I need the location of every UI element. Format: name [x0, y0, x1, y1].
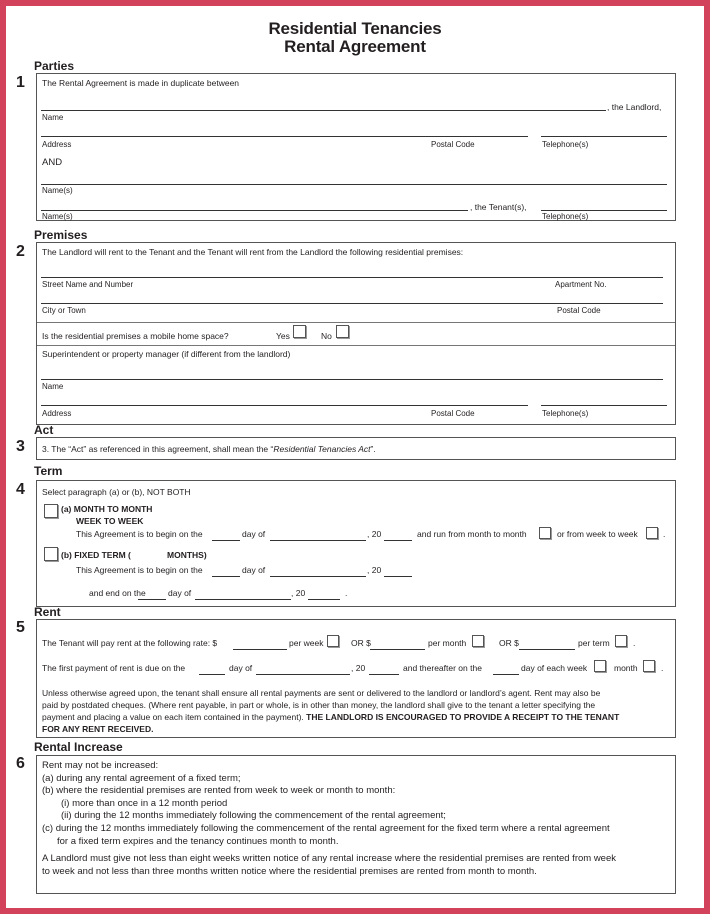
- yes-label: Yes: [276, 331, 290, 341]
- end-day-field[interactable]: [138, 599, 166, 600]
- premises-heading: Premises: [34, 228, 88, 242]
- increase-line: (c) during the 12 months immediately following the commencement of the rental agreement for the fixed term where a rental agreement: [42, 822, 610, 834]
- apartment-label: Apartment No.: [555, 280, 607, 289]
- increase-line: (b) where the residential premises are rented from week to week or month to month:: [42, 785, 396, 797]
- end-on-text: and end on the: [89, 588, 146, 598]
- mobile-yes-checkbox[interactable]: [293, 325, 306, 338]
- rental-increase-heading: Rental Increase: [34, 740, 123, 754]
- tenant-suffix: , the Tenant(s),: [470, 202, 527, 212]
- parties-heading: Parties: [34, 59, 75, 73]
- first-payment-year-field[interactable]: [369, 674, 399, 675]
- end-twenty-text: , 20: [291, 588, 306, 598]
- fixed-term-checkbox[interactable]: [44, 547, 58, 561]
- thereafter-day-field[interactable]: [493, 674, 519, 675]
- parties-intro: The Rental Agreement is made in duplicate between: [42, 78, 240, 88]
- month-to-month-run-checkbox[interactable]: [539, 527, 551, 539]
- end-month-field[interactable]: [195, 599, 291, 600]
- increase-line: A Landlord must give not less than eight weeks written notice of any rental increase where the residential premises are rented from week: [42, 853, 616, 865]
- section-number-4: 4: [16, 481, 25, 498]
- day-each-week-text: day of each week: [521, 663, 588, 673]
- superintendent-address-field[interactable]: [41, 405, 528, 406]
- first-day-of-text: day of: [229, 663, 253, 673]
- or-week-text: or from week to week: [557, 529, 638, 539]
- superintendent-postal-label: Postal Code: [431, 409, 475, 418]
- rate-period: .: [633, 638, 636, 648]
- begin-month-field-a[interactable]: [270, 540, 366, 541]
- landlord-suffix: , the Landlord,: [607, 102, 662, 112]
- superintendent-name-field[interactable]: [41, 379, 663, 380]
- tenant-names-field-1[interactable]: [41, 184, 667, 185]
- month-text: month: [614, 663, 638, 673]
- increase-line: (i) more than once in a 12 month period: [61, 797, 228, 809]
- rent-month-amount-field[interactable]: [370, 649, 425, 650]
- rent-paragraph: [42, 687, 672, 735]
- week-to-week-label: WEEK TO WEEK: [76, 516, 144, 526]
- rental-increase-box: [36, 755, 676, 894]
- first-period: .: [661, 663, 664, 673]
- landlord-phone-field[interactable]: [541, 136, 667, 137]
- street-label: Street Name and Number: [42, 280, 134, 289]
- begin-month-field-b[interactable]: [270, 576, 366, 577]
- landlord-address-field[interactable]: [41, 136, 528, 137]
- each-month-checkbox[interactable]: [643, 660, 655, 672]
- section-number-6: 6: [16, 755, 25, 772]
- rent-week-amount-field[interactable]: [233, 649, 287, 650]
- thereafter-text: and thereafter on the: [403, 663, 482, 673]
- or-text-1: OR $: [351, 638, 371, 648]
- per-week-checkbox[interactable]: [327, 635, 339, 647]
- begin-text-b: This Agreement is to begin on the: [76, 565, 203, 575]
- increase-line: to week and not less than three months written notice where the residential premises are rented from month to month.: [42, 865, 537, 877]
- form-title-line1: Residential Tenancies: [268, 19, 442, 38]
- period: .: [663, 529, 666, 539]
- per-term-text: per term: [578, 638, 610, 648]
- end-day-of-text: day of: [168, 588, 192, 598]
- per-term-checkbox[interactable]: [615, 635, 627, 647]
- landlord-phone-label: Telephone(s): [542, 140, 589, 149]
- first-payment-day-field[interactable]: [199, 674, 225, 675]
- begin-day-field-a[interactable]: [212, 540, 240, 541]
- run-text: and run from month to month: [417, 529, 527, 539]
- superintendent-phone-label: Telephone(s): [542, 409, 589, 418]
- rent-rate-text: The Tenant will pay rent at the following rate: $: [42, 638, 218, 648]
- twenty-text-a: , 20: [367, 529, 382, 539]
- section-number-2: 2: [16, 243, 25, 260]
- first-twenty-text: , 20: [351, 663, 366, 673]
- rent-paragraph-line: paid by postdated cheques. (Where rent payable, in part or whole, is in other than money, the landlord shall give to the tenant a letter specifying the: [42, 700, 596, 710]
- premises-box: [36, 242, 676, 425]
- parties-box: [36, 73, 676, 221]
- fixed-term-label: (b) FIXED TERM (: [61, 550, 131, 560]
- term-select-instruction: Select paragraph (a) or (b), NOT BOTH: [42, 487, 191, 497]
- superintendent-phone-field[interactable]: [541, 405, 667, 406]
- no-label: No: [321, 331, 332, 341]
- month-to-month-label: (a) MONTH TO MONTH: [61, 504, 153, 514]
- mobile-no-checkbox[interactable]: [336, 325, 349, 338]
- week-to-week-run-checkbox[interactable]: [646, 527, 658, 539]
- tenant-names-label-2: Name(s): [42, 212, 73, 221]
- twenty-text-b: , 20: [367, 565, 382, 575]
- per-month-checkbox[interactable]: [472, 635, 484, 647]
- city-label: City or Town: [42, 306, 86, 315]
- rental-increase-text: [42, 760, 674, 878]
- form-page: [6, 6, 704, 908]
- end-period: .: [345, 588, 348, 598]
- begin-year-field-b[interactable]: [384, 576, 412, 577]
- day-of-text-b: day of: [242, 565, 266, 575]
- term-box: [36, 480, 676, 607]
- per-week-text: per week: [289, 638, 324, 648]
- rent-heading: Rent: [34, 605, 61, 619]
- begin-day-field-b[interactable]: [212, 576, 240, 577]
- each-week-checkbox[interactable]: [594, 660, 606, 672]
- mobile-home-question: Is the residential premises a mobile home space?: [42, 331, 229, 341]
- increase-line: for a fixed term expires and the tenancy continues month to month.: [57, 835, 339, 847]
- increase-line: (a) during any rental agreement of a fixed term;: [42, 772, 241, 784]
- superintendent-address-label: Address: [42, 409, 72, 418]
- divider: [37, 345, 675, 346]
- city-field[interactable]: [41, 303, 663, 304]
- superintendent-name-label: Name: [42, 382, 64, 391]
- per-month-text: per month: [428, 638, 467, 648]
- day-of-text-a: day of: [242, 529, 266, 539]
- premises-postal-label: Postal Code: [557, 306, 601, 315]
- rent-term-amount-field[interactable]: [519, 649, 575, 650]
- landlord-postal-label: Postal Code: [431, 140, 475, 149]
- term-heading: Term: [34, 464, 63, 478]
- tenant-phone-field[interactable]: [541, 210, 667, 211]
- premises-intro: The Landlord will rent to the Tenant and the Tenant will rent from the Landlord the following residential premises:: [42, 247, 464, 257]
- first-payment-month-field[interactable]: [256, 674, 350, 675]
- or-text-2: OR $: [499, 638, 519, 648]
- tenant-names-label-1: Name(s): [42, 186, 73, 195]
- form-title-line2: Rental Agreement: [284, 37, 426, 56]
- landlord-address-label: Address: [42, 140, 72, 149]
- divider: [37, 322, 675, 323]
- section-number-1: 1: [16, 74, 25, 91]
- superintendent-label: Superintendent or property manager (if different from the landlord): [42, 349, 291, 359]
- increase-line: (ii) during the 12 months immediately following the commencement of the rental agreement;: [61, 810, 446, 822]
- act-text: 3. The “Act” as referenced in this agreement, shall mean the “Residential Tenancies Act”.: [42, 444, 376, 454]
- act-heading: Act: [34, 423, 54, 437]
- rent-paragraph-line: Unless otherwise agreed upon, the tenant shall ensure all rental payments are sent or delivered to the landlord or landlord’s agent. Rent may also be: [42, 688, 601, 698]
- landlord-name-field[interactable]: [41, 110, 606, 111]
- fixed-term-months-label: MONTHS): [167, 550, 207, 560]
- tenant-phone-label: Telephone(s): [542, 212, 589, 221]
- street-field[interactable]: [41, 277, 663, 278]
- section-number-3: 3: [16, 438, 25, 455]
- increase-line: Rent may not be increased:: [42, 760, 159, 771]
- landlord-name-label: Name: [42, 113, 64, 122]
- month-to-month-checkbox[interactable]: [44, 504, 58, 518]
- rent-paragraph-line: FOR ANY RENT RECEIVED.: [42, 724, 154, 734]
- first-payment-text: The first payment of rent is due on the: [42, 663, 186, 673]
- and-text: AND: [42, 157, 63, 168]
- end-year-field[interactable]: [308, 599, 340, 600]
- act-box: [36, 437, 676, 460]
- begin-text-a: This Agreement is to begin on the: [76, 529, 203, 539]
- rent-box: [36, 619, 676, 738]
- section-number-5: 5: [16, 619, 25, 636]
- rent-paragraph-line: payment and placing a value on each item contained in the payment). THE LANDLORD IS ENCOURAGED TO PROVIDE A RECEIPT TO THE TENANT: [42, 712, 620, 722]
- tenant-names-field-2[interactable]: [41, 210, 468, 211]
- begin-year-field-a[interactable]: [384, 540, 412, 541]
